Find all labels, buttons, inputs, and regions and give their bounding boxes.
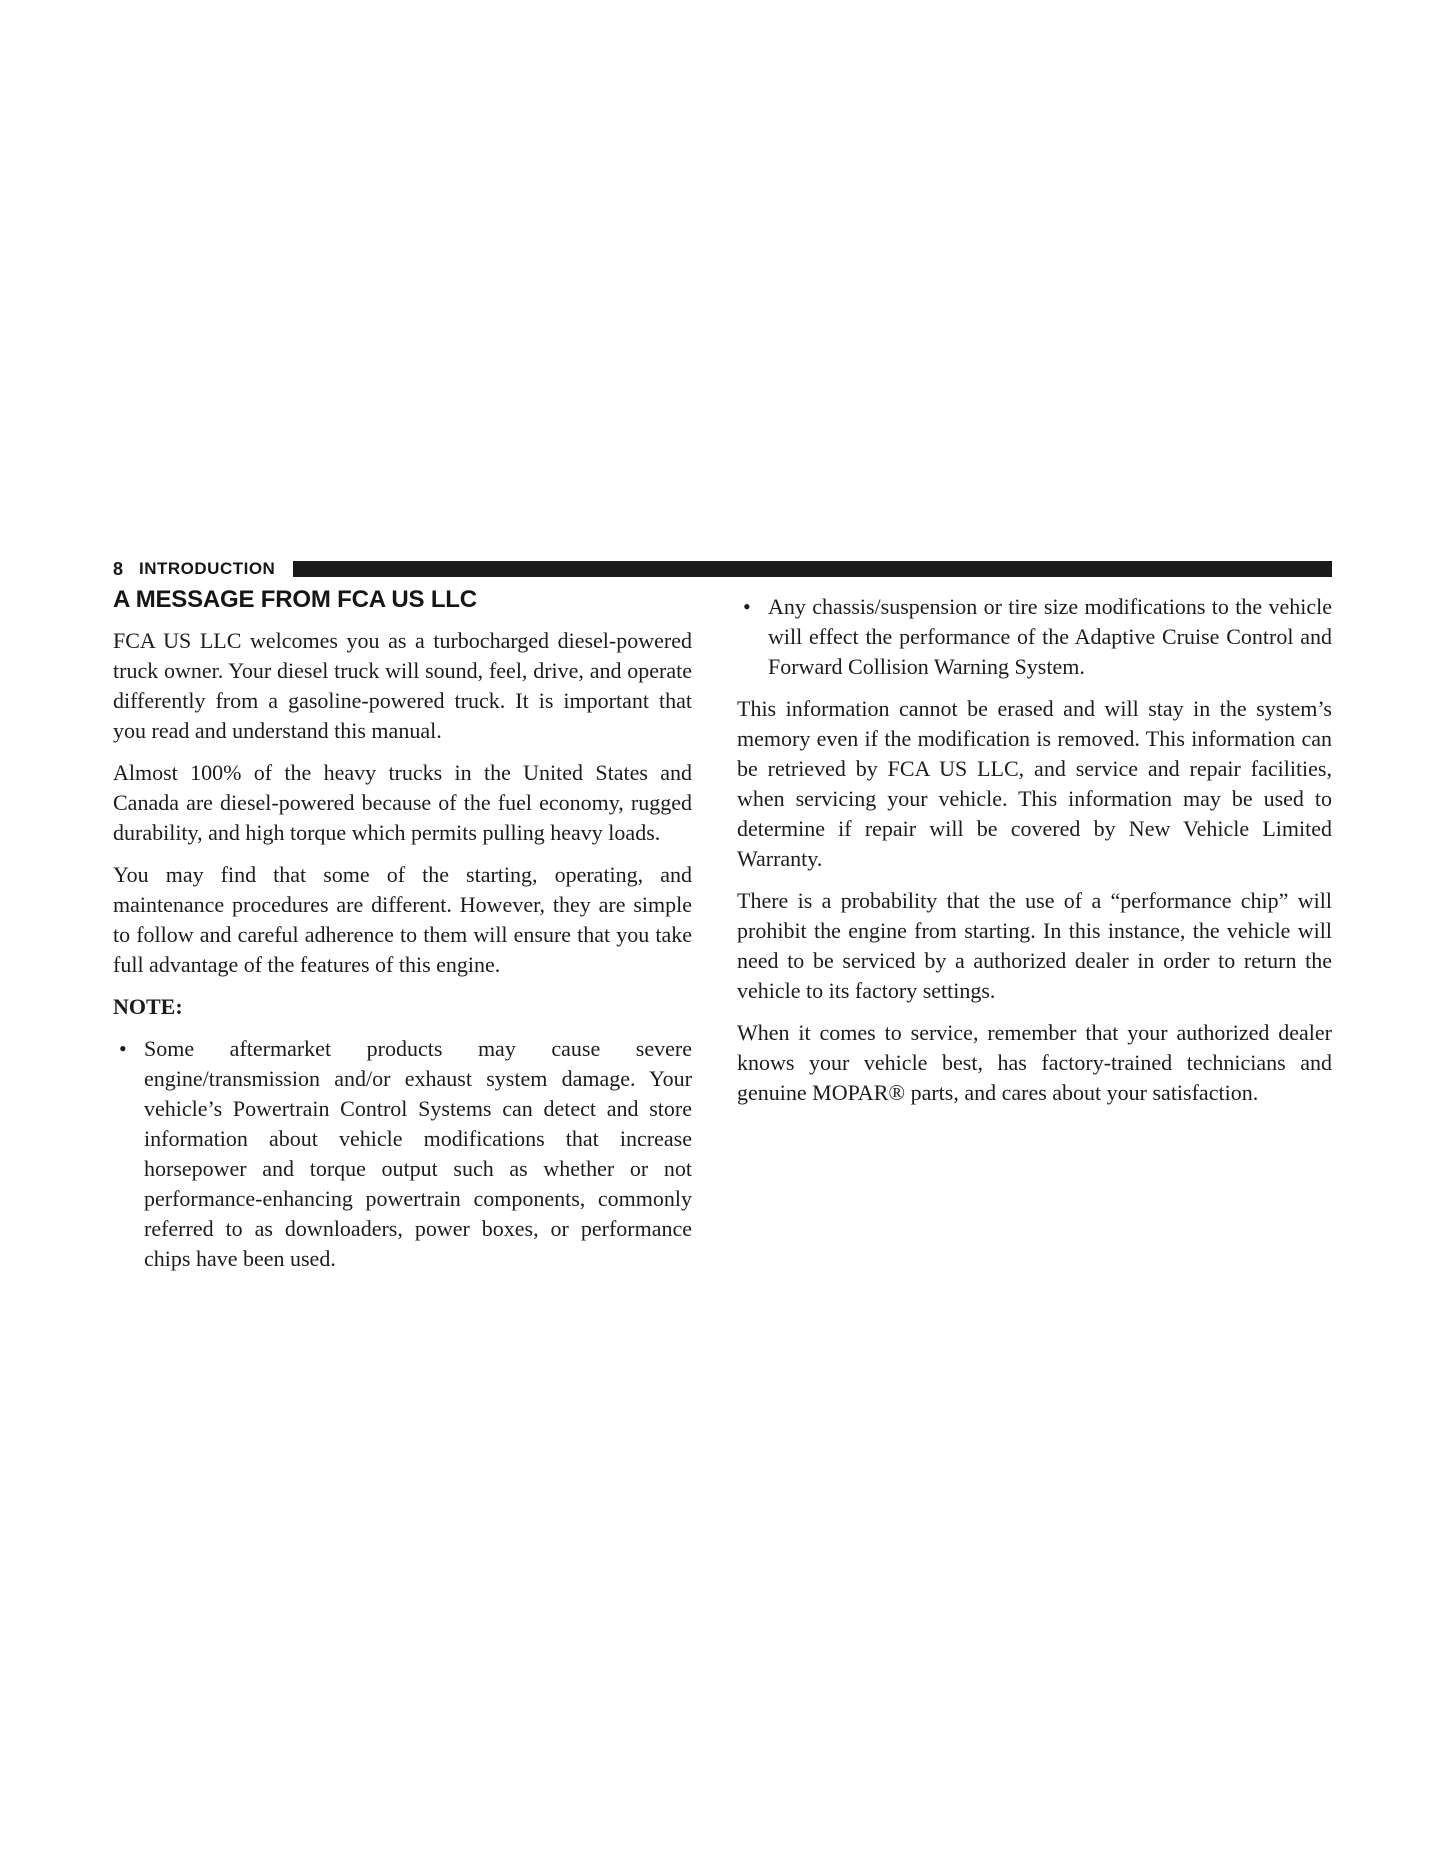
page-header [113, 556, 1332, 582]
paragraph-performance-chip: There is a probability that the use of a “performance chip” will prohibit the engine from starting. In this instance, the vehicle will need to be serviced by a authorized dealer in order to return the vehicle to its factory settings. [737, 888, 1332, 1003]
paragraph-procedures: You may find that some of the starting, operating, and maintenance procedures are different. However, they are simple to follow and careful adherence to them will ensure that you take full advantage of the features of this engine. [113, 862, 692, 977]
article-title: A MESSAGE FROM FCA US LLC [113, 586, 477, 613]
note-label: NOTE: [113, 994, 183, 1019]
bullet-item-aftermarket [113, 1034, 692, 1274]
page-number: 8 [113, 559, 124, 579]
paragraph-memory: This information cannot be erased and will stay in the system’s memory even if the modification is removed. This information can be retrieved by FCA US LLC, and service and repair facilities, when servicing your vehicle. This information may be used to determine if repair will be covered by New Vehicle Limited Warranty. [737, 696, 1332, 871]
bullet-text-modifications: Any chassis/suspension or tire size modifications to the vehicle will effect the performance of the Adaptive Cruise Control and Forward Collision Warning System. [768, 594, 1332, 679]
column-left [113, 586, 692, 1286]
bullet-icon: • [119, 1036, 127, 1061]
bullet-item-modifications [737, 592, 1332, 682]
paragraph-service: When it comes to service, remember that your authorized dealer knows your vehicle best, has factory-trained technicians and genuine MOPAR® parts, and cares about your satisfaction. [737, 1020, 1332, 1105]
section-title: INTRODUCTION [139, 559, 276, 578]
header-rule-bar [293, 561, 1332, 577]
column-right [737, 586, 1332, 1286]
paragraph-diesel-share: Almost 100% of the heavy trucks in the United States and Canada are diesel-powered because of the fuel economy, rugged durability, and high torque which permits pulling heavy loads. [113, 760, 692, 845]
bullet-icon: • [743, 594, 751, 619]
paragraph-welcome: FCA US LLC welcomes you as a turbocharged diesel-powered truck owner. Your diesel truck will sound, feel, drive, and operate differently from a gasoline-powered truck. It is important that you read and understand this manual. [113, 628, 692, 743]
bullet-text-aftermarket: Some aftermarket products may cause severe engine/transmission and/or exhaust system damage. Your vehicle’s Powertrain Control Systems can detect and store information about vehicle modifications that increase horsepower and torque output such as whether or not performance-enhancing powertrain components, commonly referred to as downloaders, power boxes, or performance chips have been used. [144, 1036, 692, 1271]
content-columns [113, 586, 1332, 1286]
